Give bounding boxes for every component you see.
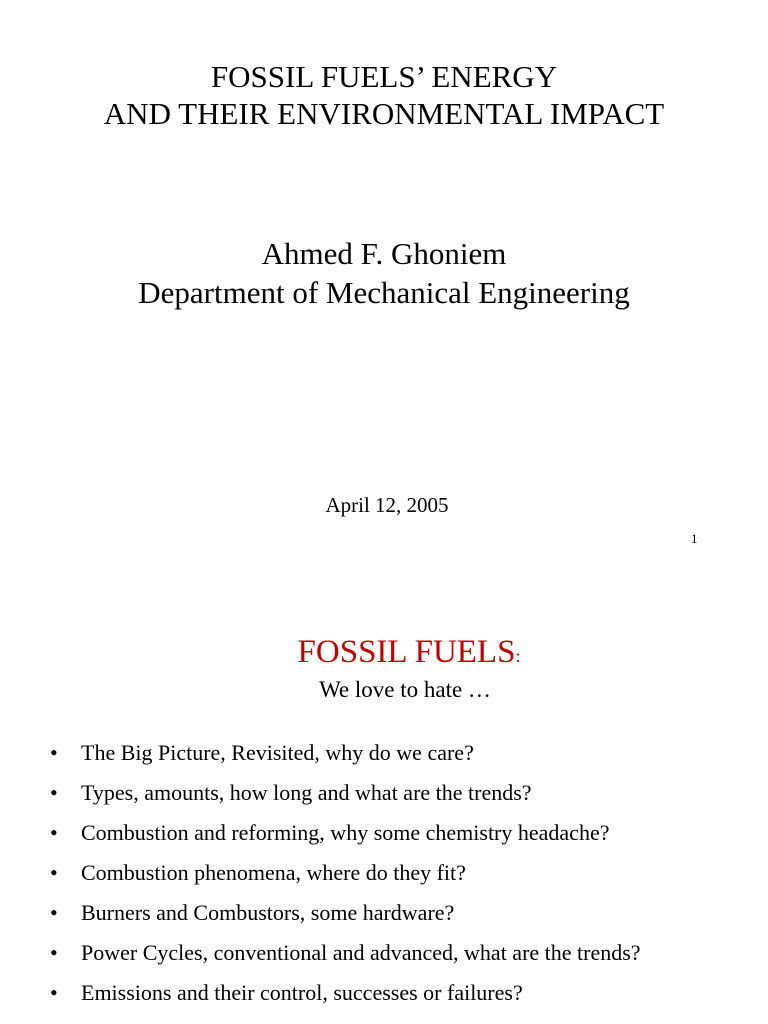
bullet-icon: •: [50, 900, 58, 925]
author-block: [0, 234, 768, 312]
bullet-icon: •: [50, 980, 58, 1005]
slide-2-title: [0, 632, 768, 676]
title-line-2: AND THEIR ENVIRONMENTAL IMPACT: [103, 96, 665, 131]
page-number: 1: [691, 531, 698, 546]
slide-2-title-colon: :: [515, 646, 521, 666]
bullet-item: [50, 860, 641, 886]
bullet-text: Combustion and reforming, why some chemistry headache?: [81, 820, 610, 845]
slide-2-subtitle: We love to hate …: [319, 677, 491, 702]
bullet-item: [50, 820, 641, 846]
slide-title: [0, 58, 768, 132]
author-name: Ahmed F. Ghoniem: [261, 236, 507, 271]
bullet-icon: •: [50, 860, 58, 885]
bullet-icon: •: [50, 820, 58, 845]
presentation-date: April 12, 2005: [325, 493, 449, 517]
bullet-item: [50, 900, 641, 926]
slide-2: [0, 560, 768, 1024]
bullet-text: Power Cycles, conventional and advanced, what are the trends?: [81, 940, 641, 965]
bullet-item: [50, 940, 641, 966]
bullet-icon: •: [50, 780, 58, 805]
bullet-item: [50, 740, 641, 766]
bullet-text: The Big Picture, Revisited, why do we care?: [81, 740, 474, 765]
bullet-text: Burners and Combustors, some hardware?: [81, 900, 455, 925]
bullet-text: Types, amounts, how long and what are the trends?: [81, 780, 532, 805]
bullet-item: [50, 980, 641, 1006]
bullet-icon: •: [50, 740, 58, 765]
bullet-item: [50, 780, 641, 806]
bullet-text: Combustion phenomena, where do they fit?: [81, 860, 466, 885]
author-department: Department of Mechanical Engineering: [138, 275, 630, 310]
title-line-1: FOSSIL FUELS’ ENERGY: [210, 59, 558, 94]
bullet-list: [50, 740, 641, 1020]
bullet-icon: •: [50, 940, 58, 965]
slide-2-title-text: FOSSIL FUELS: [297, 634, 516, 670]
bullet-text: Emissions and their control, successes or failures?: [81, 980, 523, 1005]
